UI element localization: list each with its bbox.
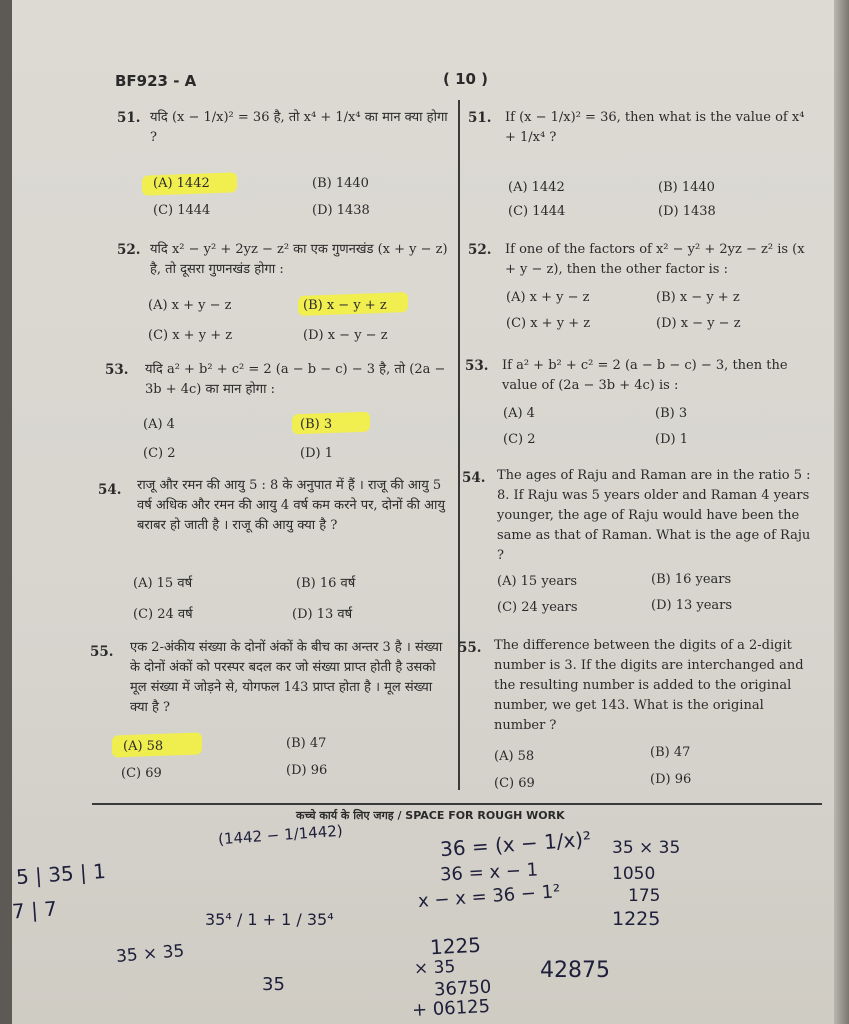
option-english: (C) 2 <box>503 432 536 447</box>
question-number: 54. <box>98 482 122 498</box>
question-text-english: If a² + b² + c² = 2 (a − b − c) − 3, then the value of (2a − 3b + 4c) is : <box>502 358 788 393</box>
handwritten-note: × 35 <box>413 956 456 980</box>
option-english: (D) 96 <box>650 772 692 787</box>
question-number: 51. <box>117 110 141 126</box>
option-hindi: (B) 3 <box>300 417 333 432</box>
option-hindi: (A) 58 <box>123 739 164 754</box>
option-english: (C) 69 <box>494 776 535 791</box>
option-hindi: (C) x + y + z <box>148 328 233 343</box>
question-text-hindi: राजू और रमन की आयु 5 : 8 के अनुपात में हैं । राजू की आयु 5 वर्ष अधिक और रमन की आयु 4 वर्ष कम करने पर, दोनों की आयु बराबर हो जाती है । राजू की आयु क्या है ? <box>137 478 445 533</box>
handwritten-note: 7 | 7 <box>11 896 58 924</box>
question-number: 52. <box>468 242 492 258</box>
option-hindi: (B) 1440 <box>312 176 369 191</box>
option-hindi: (B) 16 वर्ष <box>296 576 356 591</box>
option-hindi: (A) 15 वर्ष <box>133 576 193 591</box>
handwritten-note: 36 = x − 1 <box>439 859 539 886</box>
handwritten-note: 35 <box>262 974 285 995</box>
handwritten-note: 1225 <box>429 932 482 960</box>
option-hindi: (D) 1 <box>300 446 333 461</box>
option-hindi: (B) 47 <box>286 736 327 751</box>
handwritten-note: 35 × 35 <box>115 941 186 967</box>
question-text-hindi: यदि x² − y² + 2yz − z² का एक गुणनखंड (x + y − z) है, तो दूसरा गुणनखंड होगा : <box>150 242 448 277</box>
handwritten-note: (1442 − 1/1442) <box>217 821 344 849</box>
question-text-hindi: यदि a² + b² + c² = 2 (a − b − c) − 3 है, तो (2a − 3b + 4c) का मान होगा : <box>145 362 446 397</box>
question-text-english: The ages of Raju and Raman are in the ratio 5 : 8. If Raju was 5 years older and Raman 4 years younger, the age of Raju would have been the same as that of Raman. What is the age of Raju ? <box>497 468 811 563</box>
option-english: (B) x − y + z <box>656 290 740 305</box>
question-number: 53. <box>105 362 129 378</box>
question-text-hindi: एक 2-अंकीय संख्या के दोनों अंकों के बीच का अन्तर 3 है । संख्या के दोनों अंकों को परस्पर बदल कर जो संख्या प्राप्त होती है उसको मूल संख्या में जोड़ने से, योगफल 143 प्राप्त होता है । मूल संख्या क्या है ? <box>130 640 443 715</box>
option-english: (B) 3 <box>655 406 688 421</box>
option-english: (A) 1442 <box>508 180 565 195</box>
rough-work-divider <box>92 803 822 805</box>
handwritten-note: + 06125 <box>411 995 491 1022</box>
page-edge <box>834 0 849 1024</box>
option-english: (B) 16 years <box>651 572 732 587</box>
option-hindi: (B) x − y + z <box>303 298 387 313</box>
option-hindi: (D) 1438 <box>312 203 370 218</box>
handwritten-note: 35⁴ / 1 + 1 / 35⁴ <box>205 910 334 929</box>
option-english: (C) x + y + z <box>506 316 591 331</box>
question-number: 53. <box>465 358 489 374</box>
rough-work-label: कच्चे कार्य के लिए जगह / SPACE FOR ROUGH WORK <box>296 809 565 822</box>
option-english: (B) 47 <box>650 745 691 760</box>
option-hindi: (A) 1442 <box>153 176 210 191</box>
handwritten-note: 1050 <box>612 864 656 884</box>
question-number: 55. <box>90 644 114 660</box>
handwritten-note: 5 | 35 | 1 <box>15 858 107 890</box>
handwritten-note: 36 = (x − 1/x)² <box>439 826 592 862</box>
option-english: (A) 15 years <box>497 574 578 589</box>
option-hindi: (A) 4 <box>143 417 175 432</box>
option-hindi: (C) 2 <box>143 446 176 461</box>
option-english: (D) x − y − z <box>656 316 741 331</box>
page-number: ( 10 ) <box>443 70 489 88</box>
handwritten-note: 1225 <box>612 908 661 930</box>
question-number: 52. <box>117 242 141 258</box>
question-text-english: The difference between the digits of a 2-digit number is 3. If the digits are interchanged and the resulting number is added to the original number, we get 143. What is the original number ? <box>494 638 804 733</box>
option-english: (A) 58 <box>494 749 535 764</box>
question-number: 51. <box>468 110 492 126</box>
option-english: (B) 1440 <box>658 180 715 195</box>
handwritten-note: x − x = 36 − 1² <box>417 881 562 912</box>
option-hindi: (A) x + y − z <box>148 298 232 313</box>
paper-code: BF923 - A <box>115 72 197 90</box>
option-hindi: (C) 1444 <box>153 203 211 218</box>
option-hindi: (D) 96 <box>286 763 328 778</box>
option-english: (D) 1438 <box>658 204 716 219</box>
option-english: (D) 13 years <box>651 598 733 613</box>
question-text-hindi: यदि (x − 1/x)² = 36 है, तो x⁴ + 1/x⁴ का मान क्या होगा ? <box>150 110 448 145</box>
option-hindi: (C) 69 <box>121 766 162 781</box>
question-number: 54. <box>462 470 486 486</box>
handwritten-note: 42875 <box>540 958 610 983</box>
question-text-english: If one of the factors of x² − y² + 2yz − z² is (x + y − z), then the other factor is : <box>505 242 805 277</box>
column-divider <box>458 100 460 790</box>
question-number: 55. <box>458 640 482 656</box>
option-english: (A) x + y − z <box>506 290 590 305</box>
option-hindi: (D) x − y − z <box>303 328 388 343</box>
question-text-english: If (x − 1/x)² = 36, then what is the value of x⁴ + 1/x⁴ ? <box>505 110 805 145</box>
option-hindi: (C) 24 वर्ष <box>133 607 193 622</box>
option-english: (C) 24 years <box>497 600 578 615</box>
handwritten-note: 36750 <box>433 976 492 1001</box>
handwritten-note: 35 × 35 <box>612 838 681 858</box>
option-hindi: (D) 13 वर्ष <box>292 607 353 622</box>
option-english: (A) 4 <box>503 406 535 421</box>
option-english: (C) 1444 <box>508 204 566 219</box>
handwritten-note: 175 <box>628 886 661 906</box>
option-english: (D) 1 <box>655 432 688 447</box>
